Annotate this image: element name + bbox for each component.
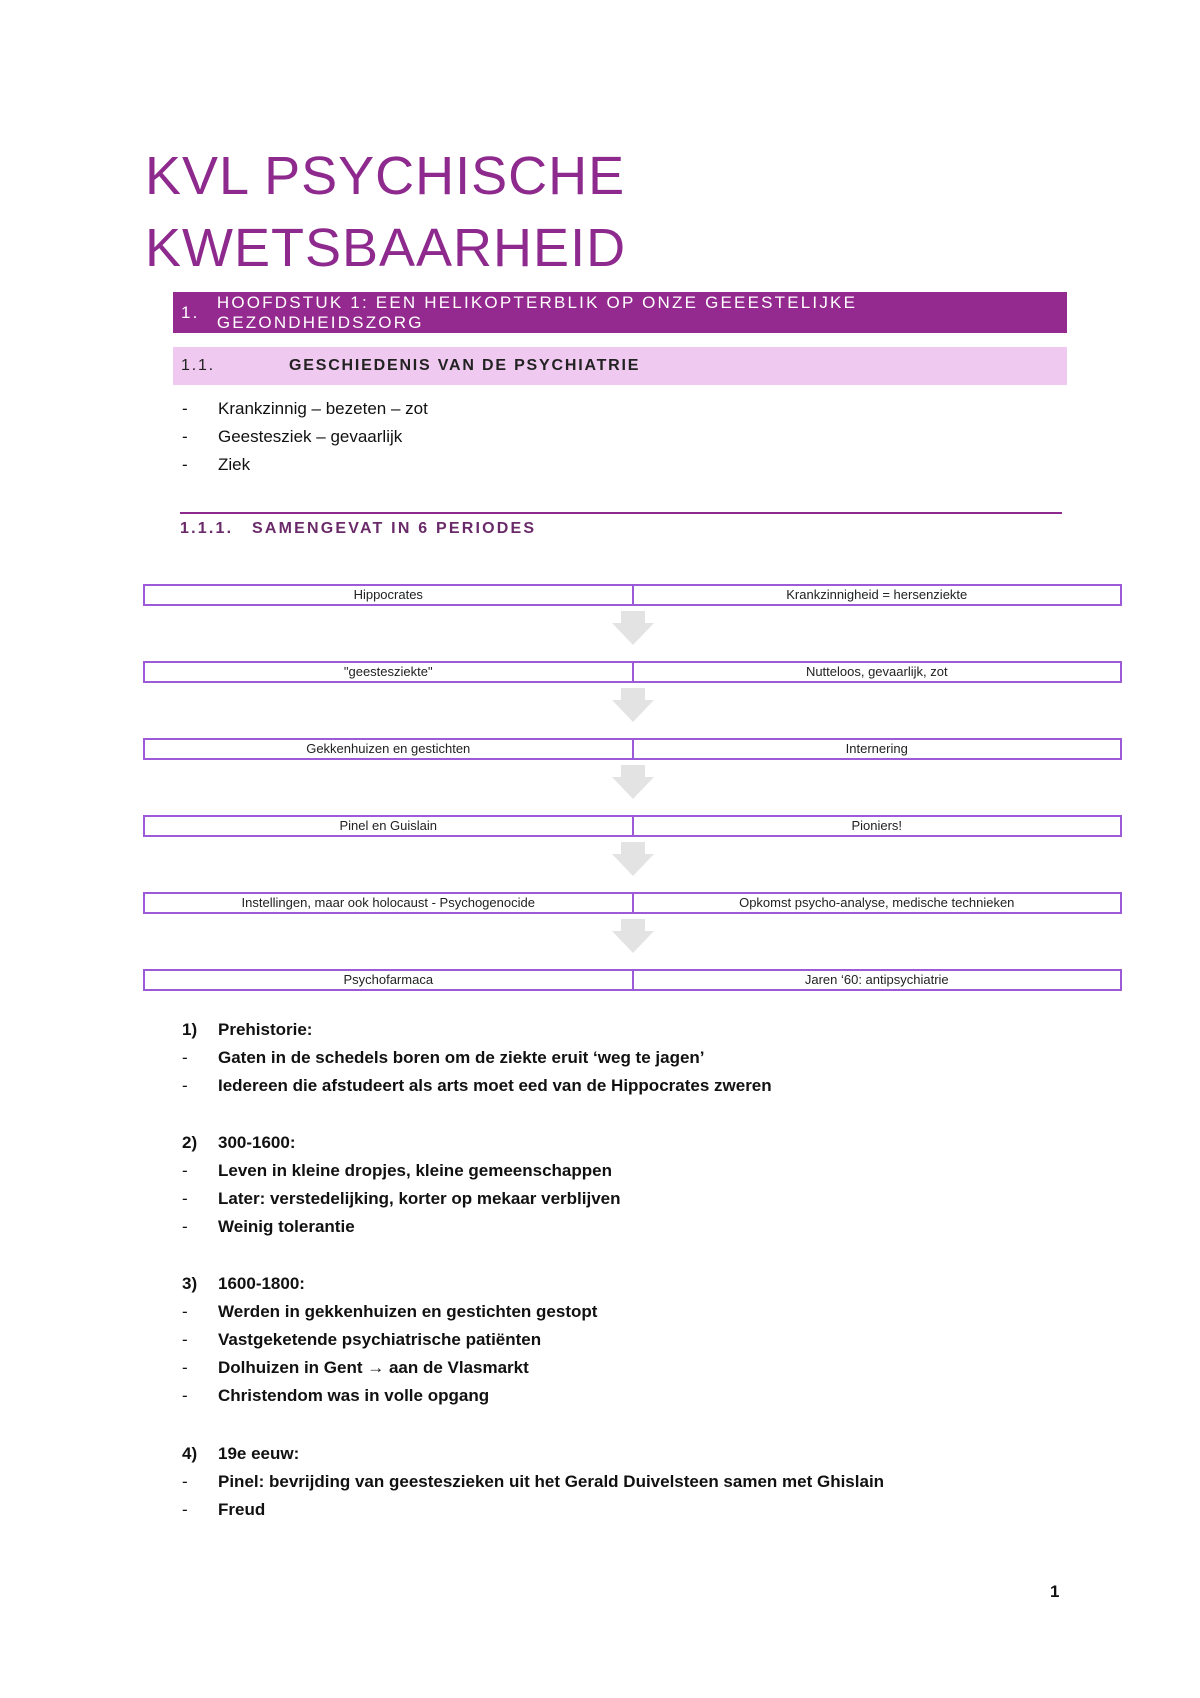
flow-cell-left: Psychofarmaca [343, 972, 434, 987]
list-item: - Freud [182, 1496, 884, 1524]
document-title: KVL PSYCHISCHE KWETSBAARHEID [145, 146, 627, 278]
bullet-dash: - [182, 399, 188, 418]
intro-list [182, 395, 428, 479]
bullet-dash: - [182, 1048, 188, 1067]
flow-row [143, 738, 1122, 760]
list-item: - Gaten in de schedels boren om de ziekte eruit ‘weg te jagen’ [182, 1044, 772, 1072]
list-item: - Leven in kleine dropjes, kleine gemeenschappen [182, 1157, 621, 1185]
flow-cell-left: Pinel en Guislain [339, 818, 438, 833]
period-heading: 2) 300-1600: [182, 1133, 296, 1152]
subsection-rule [180, 512, 1062, 514]
flow-cell-left: Instellingen, maar ook holocaust - Psychogenocide [241, 895, 535, 910]
down-arrow-icon [612, 777, 654, 799]
flow-cell-left: Gekkenhuizen en gestichten [306, 741, 471, 756]
list-item: - Geestesziek – gevaarlijk [182, 423, 428, 451]
flow-row [143, 969, 1122, 991]
bullet-dash: - [182, 1161, 188, 1180]
period-heading: 4) 19e eeuw: [182, 1444, 300, 1463]
period-heading: 1) Prehistorie: [182, 1020, 313, 1039]
bullet-dash: - [182, 1500, 188, 1519]
period-section [182, 1440, 884, 1524]
down-arrow-icon [612, 623, 654, 645]
flow-row [143, 661, 1122, 683]
flow-cell-right: Pioniers! [632, 817, 1121, 835]
down-arrow-icon [612, 931, 654, 953]
list-item: - Werden in gekkenhuizen en gestichten gestopt [182, 1298, 597, 1326]
section-title: GESCHIEDENIS VAN DE PSYCHIATRIE [289, 357, 641, 374]
list-item: - Iedereen die afstudeert als arts moet eed van de Hippocrates zweren [182, 1072, 772, 1100]
chapter-heading [173, 292, 1067, 333]
list-item: - Dolhuizen in Gent → aan de Vlasmarkt [182, 1354, 597, 1382]
list-item: - Vastgeketende psychiatrische patiënten [182, 1326, 597, 1354]
flow-cell-right: Opkomst psycho-analyse, medische technieken [632, 894, 1121, 912]
chapter-number: 1. [181, 302, 200, 322]
subsection-number: 1.1.1. [180, 520, 234, 537]
subsection-heading [180, 520, 536, 538]
list-item: - Later: verstedelijking, korter op mekaar verblijven [182, 1185, 621, 1213]
period-heading: 3) 1600-1800: [182, 1274, 305, 1293]
down-arrow-icon [612, 854, 654, 876]
section-heading [173, 347, 1067, 385]
bullet-dash: - [182, 1330, 188, 1349]
down-arrow-icon [612, 700, 654, 722]
list-item: - Krankzinnig – bezeten – zot [182, 395, 428, 423]
section-number: 1.1. [181, 357, 215, 374]
list-item: - Pinel: bevrijding van geesteszieken uit het Gerald Duivelsteen samen met Ghislain [182, 1468, 884, 1496]
bullet-dash: - [182, 1472, 188, 1491]
period-section [182, 1129, 621, 1241]
flow-cell-right: Internering [632, 740, 1121, 758]
bullet-dash: - [182, 1076, 188, 1095]
period-section [182, 1016, 772, 1100]
flow-cell-left: "geestesziekte" [343, 664, 433, 679]
bullet-dash: - [182, 1386, 188, 1405]
list-item: - Weinig tolerantie [182, 1213, 621, 1241]
bullet-dash: - [182, 427, 188, 446]
flow-row [143, 892, 1122, 914]
flow-cell-right: Krankzinnigheid = hersenziekte [632, 586, 1121, 604]
page-number: 1 [1050, 1582, 1060, 1601]
list-item: - Ziek [182, 451, 428, 479]
subsection-title: SAMENGEVAT IN 6 PERIODES [252, 520, 537, 537]
flow-cell-right: Nutteloos, gevaarlijk, zot [632, 663, 1121, 681]
period-section [182, 1270, 597, 1410]
bullet-dash: - [182, 1217, 188, 1236]
chapter-title: HOOFDSTUK 1: EEN HELIKOPTERBLIK OP ONZE GEEESTELIJKE GEZONDHEIDSZORG [216, 292, 858, 332]
flow-row [143, 584, 1122, 606]
bullet-dash: - [182, 1358, 188, 1377]
bullet-dash: - [182, 1302, 188, 1321]
bullet-dash: - [182, 1189, 188, 1208]
flow-row [143, 815, 1122, 837]
list-item: - Christendom was in volle opgang [182, 1382, 597, 1410]
flow-cell-left: Hippocrates [353, 587, 423, 602]
bullet-dash: - [182, 455, 188, 474]
flow-cell-right: Jaren ‘60: antipsychiatrie [632, 971, 1121, 989]
